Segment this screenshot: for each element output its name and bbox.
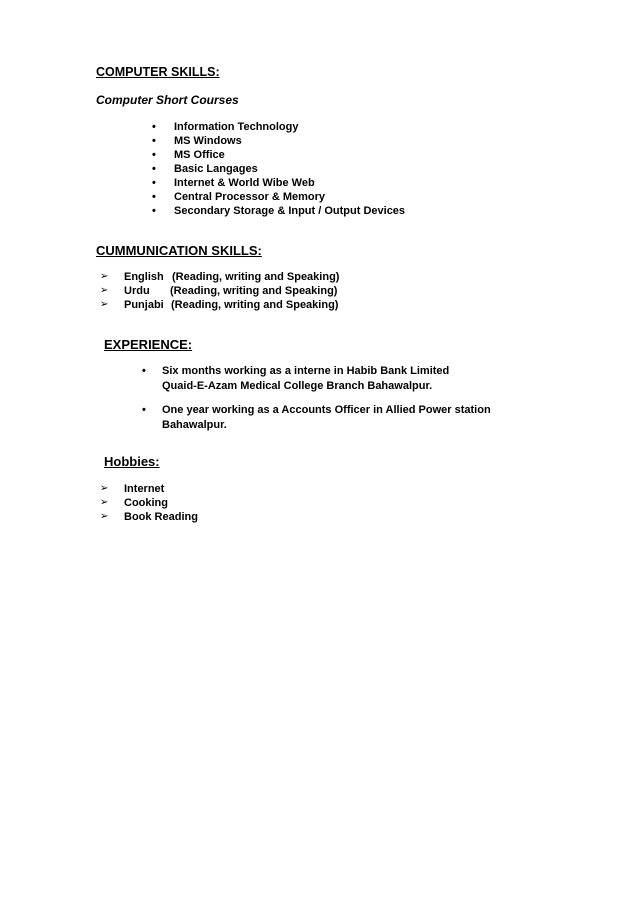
bullet-icon: • — [142, 365, 146, 377]
list-item: ➢ English (Reading, writing and Speaking) — [100, 271, 340, 283]
bullet-icon: • — [152, 135, 156, 147]
list-item: ➢ Cooking — [100, 497, 168, 509]
experience-item-line: Bahawalpur. — [162, 419, 227, 431]
list-item: • MS Windows — [152, 135, 242, 147]
list-item: ➢ Urdu (Reading, writing and Speaking) — [100, 285, 338, 297]
list-item: ➢ Book Reading — [100, 511, 198, 523]
list-item: • Internet & World Wibe Web — [152, 177, 315, 189]
bullet-icon: • — [152, 177, 156, 189]
bullet-icon: • — [152, 191, 156, 203]
computer-courses-list — [152, 120, 406, 218]
experience-item-line: Quaid-E-Azam Medical College Branch Bahawalpur. — [162, 380, 433, 392]
communication-skills-heading: CUMMUNICATION SKILLS: — [96, 243, 262, 258]
list-item: • MS Office — [152, 149, 225, 161]
computer-skills-heading: COMPUTER SKILLS: — [96, 65, 220, 79]
hobbies-heading: Hobbies: — [104, 454, 160, 469]
communication-skills-list — [100, 270, 340, 312]
arrow-bullet-icon: ➢ — [100, 511, 109, 522]
experience-item — [142, 403, 491, 433]
bullet-icon: • — [152, 121, 156, 133]
arrow-bullet-icon: ➢ — [100, 483, 109, 494]
list-item: • Information Technology — [152, 121, 299, 133]
bullet-icon: • — [152, 163, 156, 175]
bullet-icon: • — [152, 149, 156, 161]
experience-item-line: Six months working as a interne in Habib Bank Limited — [162, 365, 450, 377]
experience-item-line: One year working as a Accounts Officer in Allied Power station — [162, 404, 491, 416]
bullet-icon: • — [152, 205, 156, 217]
experience-item — [142, 364, 450, 394]
list-item: ➢ Punjabi (Reading, writing and Speaking) — [100, 299, 339, 311]
list-item: • Central Processor & Memory — [152, 191, 325, 203]
bullet-icon: • — [142, 404, 146, 416]
hobbies-list — [100, 482, 198, 524]
list-item: • Basic Langages — [152, 163, 258, 175]
list-item: ➢ Internet — [100, 483, 165, 495]
arrow-bullet-icon: ➢ — [100, 285, 109, 296]
computer-courses-subheading: Computer Short Courses — [96, 93, 239, 107]
arrow-bullet-icon: ➢ — [100, 299, 109, 310]
experience-heading: EXPERIENCE: — [104, 337, 193, 352]
arrow-bullet-icon: ➢ — [100, 271, 109, 282]
list-item: • Secondary Storage & Input / Output Devices — [152, 205, 406, 217]
arrow-bullet-icon: ➢ — [100, 497, 109, 508]
